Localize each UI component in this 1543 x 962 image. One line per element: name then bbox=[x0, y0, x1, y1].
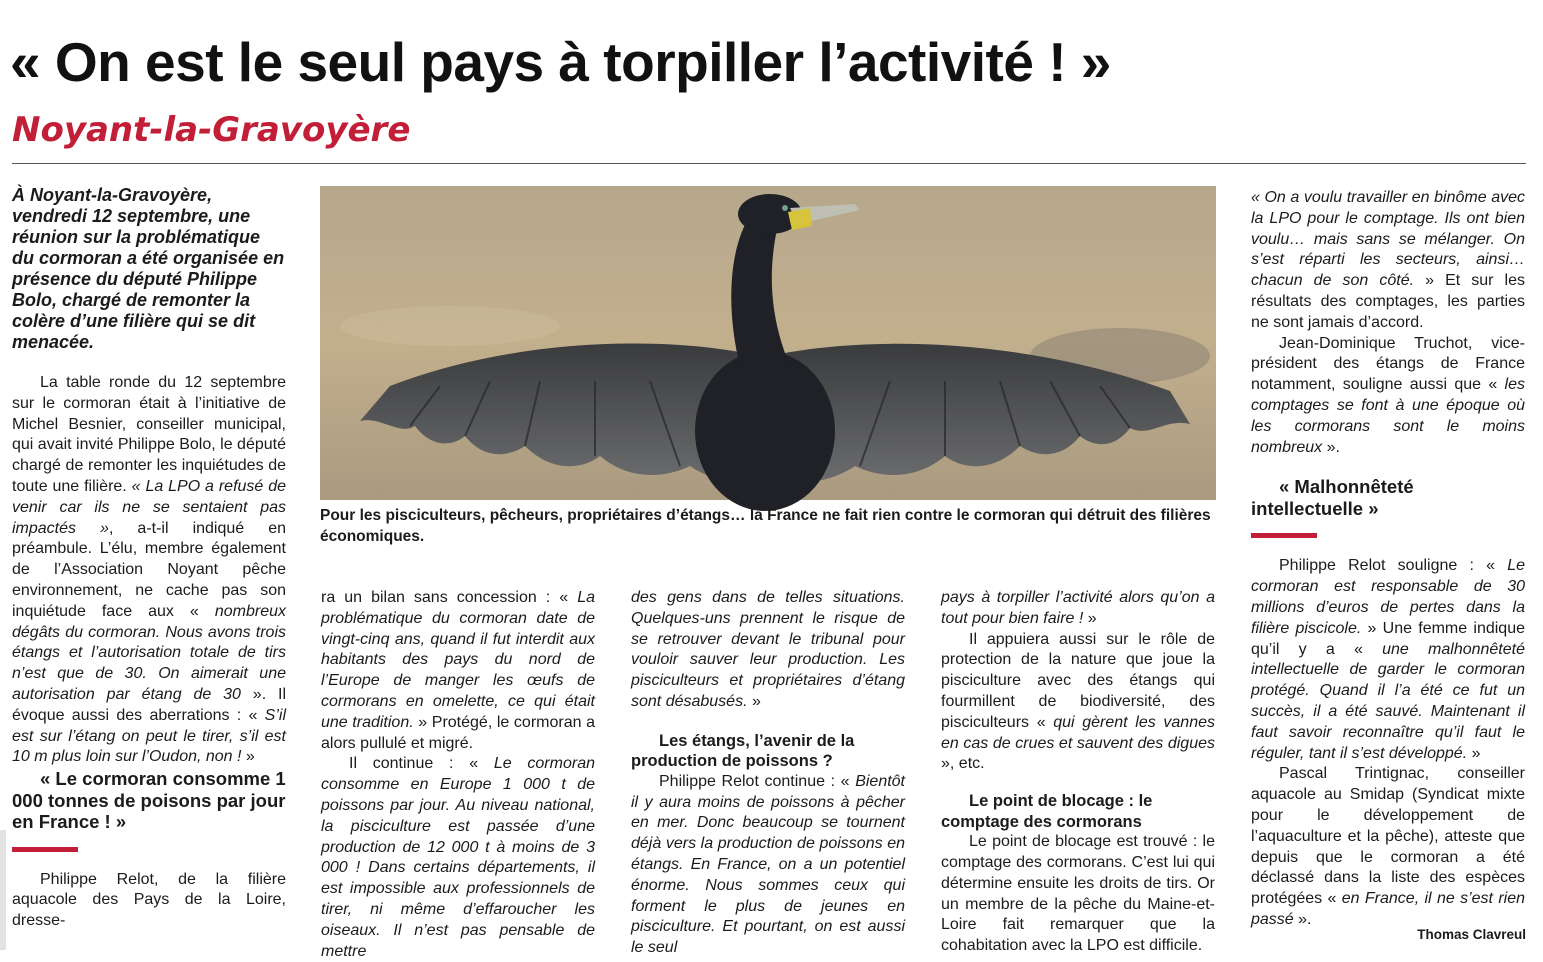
paragraph: Philippe Relot souligne : « Le cormoran est responsable de 30 millions d’euros de pertes dans la filière piscicole. » Une femme indique qu’il y a « une malhonnêteté intellectuelle de garder le cormoran protégé. Quand il l’a été ce fut un succès, il a été sauvé. Maintenant il faut savoir reconnaître qu’il faut le réguler, tant il s’est développé. » bbox=[1251, 557, 1525, 762]
paragraph: La table ronde du 12 septembre sur le cormoran était à l’initiative de Michel Besnier, conseiller municipal, qui avait invité Philippe Bolo, le député chargé de remonter les inquiétudes de toute une filière. « La LPO a refusé de venir car ils ne se sentaient pas impactés », a-t-il indiqué en préambule. L’élu, membre également de l’Association Noyant pêche environnement, ne cache pas son inquiétude face aux « nombreux dégâts du cormoran. Nous avons trois étangs et l’autorisation totale de tirs n’est que de 30. On aimerait une autorisation par étang de 30 ». Il évoque aussi des aberrations : « S’il est sur l’étang on peut le tirer, s’il est 10 m plus loin sur l’Oudon, non ! » bbox=[12, 374, 287, 766]
paragraph: pays à torpiller l’activité alors qu’on a tout pour bien faire ! » bbox=[941, 589, 1215, 627]
paragraph: Philippe Relot, de la filière aquacole des Pays de la Loire, dresse- bbox=[12, 870, 286, 930]
divider-rule bbox=[12, 163, 1526, 164]
paragraph: Il continue : « Le cormoran consomme en Europe 1 000 t de poissons par jour. Au niveau national, la pisciculture est passée d’une production de 12 000 t à moins de 3 000 ! Dans certains départements, il est impossible aux professionnels de tirer, ni même d’effaroucher les oiseaux. Il n’est pas pensable de mettre bbox=[321, 755, 595, 960]
headline: « On est le seul pays à torpiller l’activité ! » bbox=[10, 31, 1111, 93]
subheading: Les étangs, l’avenir de la production de poissons ? bbox=[631, 731, 855, 771]
intertitle-rule bbox=[12, 847, 78, 852]
chapo-lead: À Noyant-la-Gravoyère, vendredi 12 septembre, une réunion sur la problématique du cormoran a été organisée en présence du député Philippe Bolo, chargé de remonter la colère d’une filière qui se dit menacée. bbox=[12, 185, 285, 352]
subheading: Le point de blocage : le comptage des cormorans bbox=[941, 792, 1153, 831]
paragraph: « On a voulu travailler en binôme avec la LPO pour le comptage. Ils ont bien voulu… mais sans se mélanger. On s’est réparti les secteurs, ainsi… chacun de son côté. » Et sur les résultats des comptages, les parties ne sont jamais d’accord. bbox=[1251, 189, 1525, 331]
article-column-1 bbox=[12, 185, 286, 955]
intertitle: « Le cormoran consomme 1 000 tonnes de poisons par jour en France ! » bbox=[12, 768, 286, 833]
kicker-location: Noyant-la-Gravoyère bbox=[12, 110, 411, 150]
intertitle-rule bbox=[1251, 533, 1317, 538]
page-margin-mark bbox=[0, 830, 6, 950]
article-column-3 bbox=[631, 588, 905, 957]
article-column-4 bbox=[941, 588, 1215, 955]
photo-caption: Pour les pisciculteurs, pêcheurs, propriétaires d’étangs… la France ne fait rien contre le cormoran qui détruit des filières économiques. bbox=[320, 507, 1211, 545]
intertitle: « Malhonnêteté intellectuelle » bbox=[1251, 476, 1414, 519]
article-column-2 bbox=[321, 588, 595, 960]
author-signature: Thomas Clavreul bbox=[1417, 927, 1526, 942]
article-column-5 bbox=[1251, 188, 1525, 928]
paragraph: Jean-Dominique Truchot, vice-président des étangs de France notamment, souligne aussi que « les comptages se font à une époque où les cormorans sont le moins nombreux ». bbox=[1251, 334, 1525, 456]
paragraph: Philippe Relot continue : « Bientôt il y aura moins de poissons à pêcher en mer. Donc beaucoup se tournent déjà vers la production de poissons en étangs. En France, on a un potentiel énorme. Nous sommes ceux qui forment le plus de jeunes en pisciculture. Et pourtant, on est aussi le seul bbox=[631, 772, 905, 957]
paragraph: des gens dans de telles situations. Quelques-uns prennent le risque de se retrouver devant le tribunal pour vouloir sauver leur production. Les pisciculteurs et propriétaires d’étang sont désabusés. » bbox=[631, 589, 905, 710]
paragraph: Pascal Trintignac, conseiller aquacole au Smidap (Syndicat mixte pour le développement de l’aquaculture et la pêche), atteste que depuis que le cormoran a été déclassé dans la liste des espèces protégées « en France, il ne s’est rien passé ». bbox=[1251, 765, 1526, 928]
paragraph: Il appuiera aussi sur le rôle de protection de la nature que joue la pisciculture avec des étangs qui fourmillent de biodiversité, des pisciculteurs « qui gèrent les vannes en cas de crues et sauvent des digues », etc. bbox=[941, 630, 1215, 773]
paragraph: Le point de blocage est trouvé : le comptage des cormorans. C’est lui qui détermine ensuite les droits de tirs. Or un membre de la pêche du Maine-et-Loire fait remarquer que la cohabitation avec la LPO est difficile. bbox=[941, 833, 1215, 955]
cormorant-photo bbox=[320, 186, 1216, 500]
paragraph: ra un bilan sans concession : « La problématique du cormoran date de vingt-cinq ans, quand il fut interdit aux habitants des pays du nord de l’Europe de manger les œufs de cormorans en omelette, ce qui était une tradition. » Protégé, le cormoran a alors pullulé et migré. bbox=[321, 589, 595, 752]
